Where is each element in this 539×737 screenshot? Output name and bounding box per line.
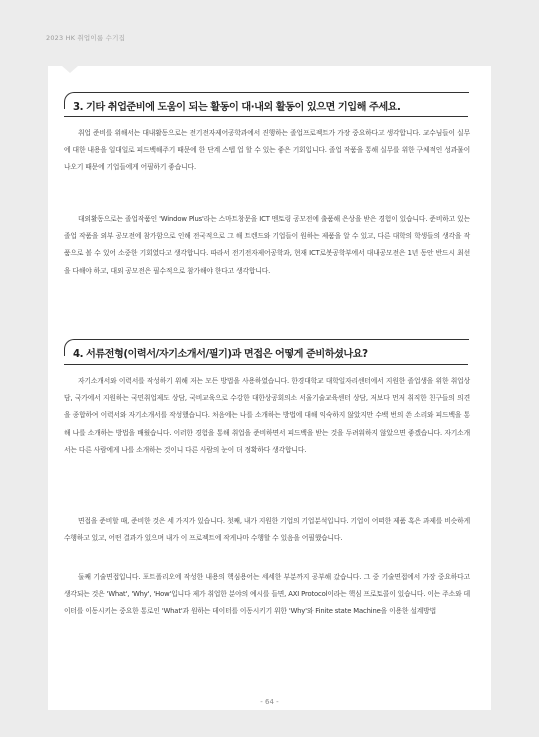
section-4-paragraph-3: 둘째 기술면접입니다. 포트폴리오에 작성한 내용의 핵심용어는 세세한 부분까지 공부해 갔습니다. 그 중 기술면접에서 가장 중요하다고 생각되는 것은 'What', 'Why', 'How'입니다 제가 취업한 분야의 예시를 들면, AXI Protocol이라는 핵심 프로토콜이 있습니다. 이는 주소와 데이터를 이동시키는 중요한 통로인 'What'과 원하는 데이터를 이동시키기 위한 'Why'와 Finite state Machine을 이용한 설계방법: [64, 573, 470, 616]
section-3-paragraph-1: 취업 준비를 위해서는 대내활동으로는 전기전자제어공학과에서 진행하는 졸업프로젝트가 가장 중요하다고 생각합니다. 교수님들이 실무에 대한 내용을 일대일로 피드백해주기 때문에 한 단계 스텝 업 할 수 있는 좋은 기회입니다. 졸업 작품을 통해 실무를 위한 구체적인 성과물이 나오기 때문에 기업들에게 어필하기 좋습니다.: [64, 129, 470, 172]
card-notch: [62, 66, 78, 73]
running-head: 2023 HK 취업이룸 수기집: [46, 34, 126, 42]
section-4-title: 4. 서류전형(이력서/자기소개서/필기)과 면접은 어떻게 준비하셨나요?: [73, 349, 368, 360]
section-3-paragraph-2: 대외활동으로는 졸업작품인 'Window Plus'라는 스마트창문을 ICT 멘토링 공모전에 출품해 은상을 받은 경험이 있습니다. 준비하고 있는 졸업 작품을 외부 공모전에 참가함으로 인해 전국적으로 그 해 트렌드와 기업들이 원하는 제품을 알 수 있고, 다른 대학의 학생들의 생각을 작품으로 볼 수 있어 소중한 기회였다고 생각합니다. 따라서 전기전자제어공학과, 현재 ICT로봇공학부에서 대내공모전은 1년 동안 반드시 최선을 다해야 하고, 대외 공모전은 필수적으로 참가해야 한다고 생각합니다.: [64, 215, 470, 275]
section-4-paragraph-2: 면접을 준비할 때, 준비한 것은 세 가지가 있습니다. 첫째, 내가 지원한 기업의 기업분석입니다. 기업이 어떠한 제품 혹은 과제를 비슷하게 수행하고 있고, 어떤 결과가 있으며 내가 이 프로젝트에 작게나마 수행할 수 있음을 어필했습니다.: [64, 517, 470, 543]
section-4-paragraph-1: 자기소개서와 이력서를 작성하기 위해 저는 모든 방법을 사용하였습니다. 한경대학교 대학일자리센터에서 지원한 졸업생을 위한 취업상담, 국가에서 지원하는 국민취업제도 상담, 국비교육으로 수강한 대한상공회의소 서울기술교육센터 상담, 저보다 먼저 취직한 친구들의 의견을 종합하여 이력서와 자기소개서를 작성했습니다. 처음에는 나를 소개하는 방법에 대해 익숙하지 않았지만 수백 번의 쓴 소리와 피드백을 통해 나를 소개하는 방법을 배웠습니다. 이러한 경험을 통해 취업을 준비하면서 피드백을 받는 것을 두려워하지 않았으면 좋겠습니다. 자기소개서는 다른 사람에게 나를 소개하는 것이니 다른 사람의 눈이 더 정확하다 생각합니다.: [64, 377, 470, 454]
page-number: - 64 -: [260, 698, 279, 706]
section-3-underline: [64, 116, 468, 117]
section-4-underline: [64, 364, 468, 365]
section-3-title: 3. 기타 취업준비에 도움이 되는 활동이 대·내외 활동이 있으면 기입해 주세요.: [73, 102, 401, 113]
